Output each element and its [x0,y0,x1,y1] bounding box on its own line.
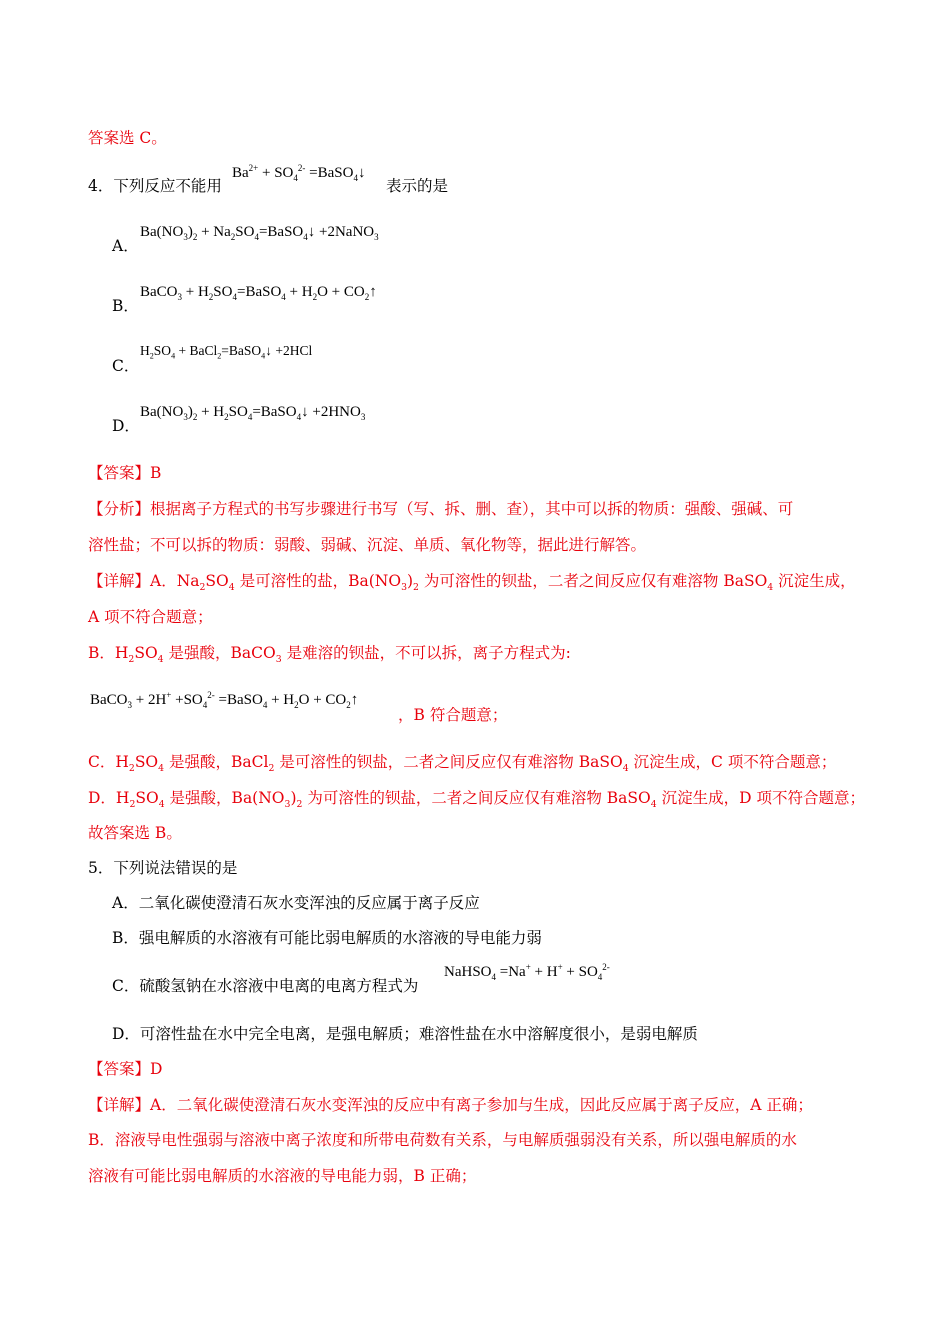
q4-option-c-formula: $H_2SO_4$ + BaCl$_2$=BaSO$_4$↓ +2HCl [140,343,313,361]
q5-detail-b-line2: 溶液有可能比弱电解质的水溶液的导电能力弱，B 正确； [88,1167,477,1185]
q4-conclusion: 故答案选 B。 [88,824,182,842]
q4-detail-c: C．$H_2SO_4$ 是强酸，BaCl$_2$ 是可溶性的钡盐，二者之间反应仅有难溶物 BaSO$_4$ 沉淀生成，C 项不符合题意； [88,753,837,775]
q4-stem-text-b: 表示的是 [386,177,449,195]
q4-option-a-formula: $Ba(NO_3)_2$ + $Na_2SO_4=BaSO_4↓$ +2NaNO$_3$ [140,224,379,242]
q4-analysis-line2: 溶性盐；不可以拆的物质：弱酸、弱碱、沉淀、单质、氧化物等，据此进行解答。 [88,536,647,554]
q4-detail-a-line2: A 项不符合题意； [88,608,213,626]
q5-option-d: D．可溶性盐在水中完全电离，是强电解质；难溶性盐在水中溶解度很小，是弱电解质 [112,1025,698,1043]
q4-option-c-label: C． [112,357,140,375]
q5-option-b: B．强电解质的水溶液有可能比弱电解质的水溶液的导电能力弱 [112,929,542,947]
q5-option-a: A．二氧化碳使澄清石灰水变浑浊的反应属于离子反应 [112,894,480,912]
q5-option-c-formula: NaHSO$_4$ $=Na^+ + H^+ + SO_4^{2-}$ [444,962,610,982]
q4-option-d-label: D． [112,417,140,435]
q4-stem-text-a: 4．下列反应不能用 [88,177,222,195]
q4-option-a-label: A． [112,237,139,255]
q4-option-b-label: B． [112,297,139,315]
q4-option-b-formula: BaCO$_3$ + $H_2SO_4=BaSO_4 + H_2O$ + $CO_2↑$ [140,284,377,302]
q5-option-c: C．硫酸氢钠在水溶液中电离的电离方程式为 [112,977,419,995]
previous-answer: 答案选 C。 [88,129,167,147]
q4-detail-b-line1: B．$H_2SO_4$ 是强酸，BaCO$_3$ 是难溶的钡盐，不可以拆，离子方程式为: [88,644,571,666]
q4-analysis-line1: 【分析】根据离子方程式的书写步骤进行书写（写、拆、删、查），其中可以拆的物质：强酸、强碱、可 [88,500,794,518]
q4-detail-d: D．$H_2SO_4$ 是强酸，$Ba(NO_3)_2$ 为可溶性的钡盐，二者之间反应仅有难溶物 BaSO$_4$ 沉淀生成，D 项不符合题意； [88,789,865,811]
q4-stem-formula: $Ba^{2+} + SO_4^{2-}$ =BaSO$_4$↓ [232,163,366,183]
q5-stem: 5．下列说法错误的是 [88,859,238,877]
q4-stem [88,176,222,196]
q5-answer: 【答案】D [88,1060,163,1078]
q4-detail-a-line1: 【详解】A．$Na_2SO_4$ 是可溶性的盐，$Ba(NO_3)_2$ 为可溶性的钡盐，二者之间反应仅有难溶物 BaSO$_4$ 沉淀生成， [88,572,856,594]
q4-answer: 【答案】B [88,464,162,482]
q5-detail-a: 【详解】A．二氧化碳使澄清石灰水变浑浊的反应中有离子参加与生成，因此反应属于离子反应，A 正确； [88,1096,813,1114]
q4-option-d-formula: $Ba(NO_3)_2$ + $H_2SO_4=BaSO_4↓ +2HNO_3$ [140,404,366,422]
q4-detail-b-line2: ，B 符合题意； [398,706,508,724]
q4-detail-b-formula: BaCO$_3$ + $2H^+ +SO_4^{2-}$ =BaSO$_4$ + $H_2O$ + $CO_2↑$ [90,690,359,710]
q5-detail-b-line1: B．溶液导电性强弱与溶液中离子浓度和所带电荷数有关系，与电解质强弱没有关系，所以强电解质的水 [88,1131,797,1149]
